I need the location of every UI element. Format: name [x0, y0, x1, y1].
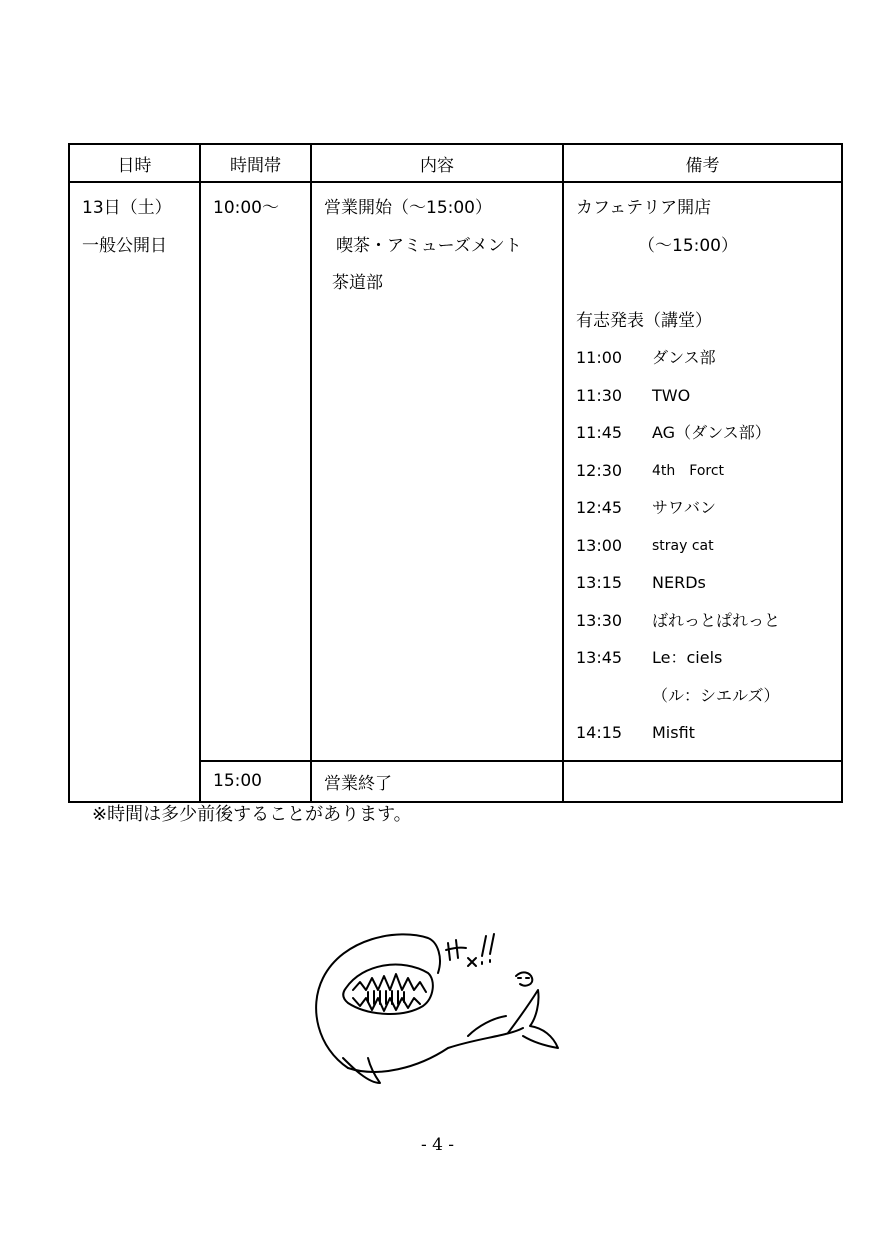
cafe-hours-label: （～15:00）	[638, 235, 738, 256]
performance-item	[576, 385, 841, 423]
performance-time: 12:45	[576, 498, 623, 517]
date-cell	[69, 182, 200, 802]
performance-item	[576, 422, 841, 460]
start-time: 10:00～	[213, 198, 279, 218]
performance-name: ダンス部	[652, 348, 716, 367]
performance-item	[576, 497, 841, 535]
performance-time	[576, 685, 652, 723]
end-time: 15:00	[213, 771, 262, 791]
performance-name: TWO	[652, 385, 691, 405]
shark-illustration	[308, 918, 568, 1088]
blank-line	[576, 272, 841, 310]
performance-name: 4th Forct	[652, 462, 725, 479]
stage-title: 有志発表（講堂）	[576, 310, 712, 331]
performance-name: stray cat	[652, 537, 714, 554]
performance-name: AG（ダンス部）	[652, 423, 771, 442]
performance-list	[576, 347, 841, 760]
performance-time: 13:15	[576, 573, 623, 592]
header-content: 内容	[311, 144, 563, 182]
performance-time: 11:00	[576, 348, 623, 367]
content-open: 営業開始（～15:00）	[324, 198, 492, 218]
time-disclaimer: ※時間は多少前後することがあります。	[92, 804, 412, 825]
performance-name: （ル：シエルズ）	[652, 685, 780, 705]
performance-item	[576, 722, 841, 760]
performance-name: Misfit	[652, 723, 695, 742]
schedule-row	[69, 182, 842, 761]
content-tea: 茶道部	[332, 273, 383, 293]
date-label: 13日（土）	[82, 198, 172, 218]
end-time-cell	[200, 761, 311, 802]
notes-cell	[563, 182, 842, 761]
performance-name: サワバン	[652, 498, 717, 517]
performance-time: 13:45	[576, 648, 623, 667]
header-row	[69, 144, 842, 182]
performance-name: ばれっとぱれっと	[652, 610, 781, 630]
performance-item	[576, 572, 841, 610]
performance-item	[576, 347, 841, 385]
cafe-open-label: カフェテリア開店	[576, 198, 712, 218]
performance-time: 13:00	[576, 535, 623, 555]
closing-label: 営業終了	[324, 773, 392, 794]
performance-name: Le：ciels	[652, 648, 723, 667]
header-notes: 備考	[563, 144, 842, 182]
time-cell	[200, 182, 311, 761]
content-cafe: 喫茶・アミューズメント	[336, 235, 522, 256]
performance-item	[576, 685, 841, 723]
performance-item	[576, 610, 841, 648]
performance-time: 13:30	[576, 610, 623, 630]
performance-item	[576, 535, 841, 573]
end-notes-cell	[563, 761, 842, 802]
performance-time: 11:30	[576, 385, 623, 405]
schedule-table	[68, 143, 843, 803]
page-number: - 4 -	[420, 1135, 455, 1155]
performance-name: NERDs	[652, 573, 706, 592]
performance-item	[576, 647, 841, 685]
performance-time: 11:45	[576, 423, 623, 442]
performance-item	[576, 460, 841, 498]
content-cell	[311, 182, 563, 761]
day-type-label: 一般公開日	[82, 235, 167, 256]
performance-time: 12:30	[576, 460, 623, 480]
end-content-cell	[311, 761, 563, 802]
header-date: 日時	[69, 144, 200, 182]
header-time: 時間帯	[200, 144, 311, 182]
performance-time: 14:15	[576, 723, 623, 742]
